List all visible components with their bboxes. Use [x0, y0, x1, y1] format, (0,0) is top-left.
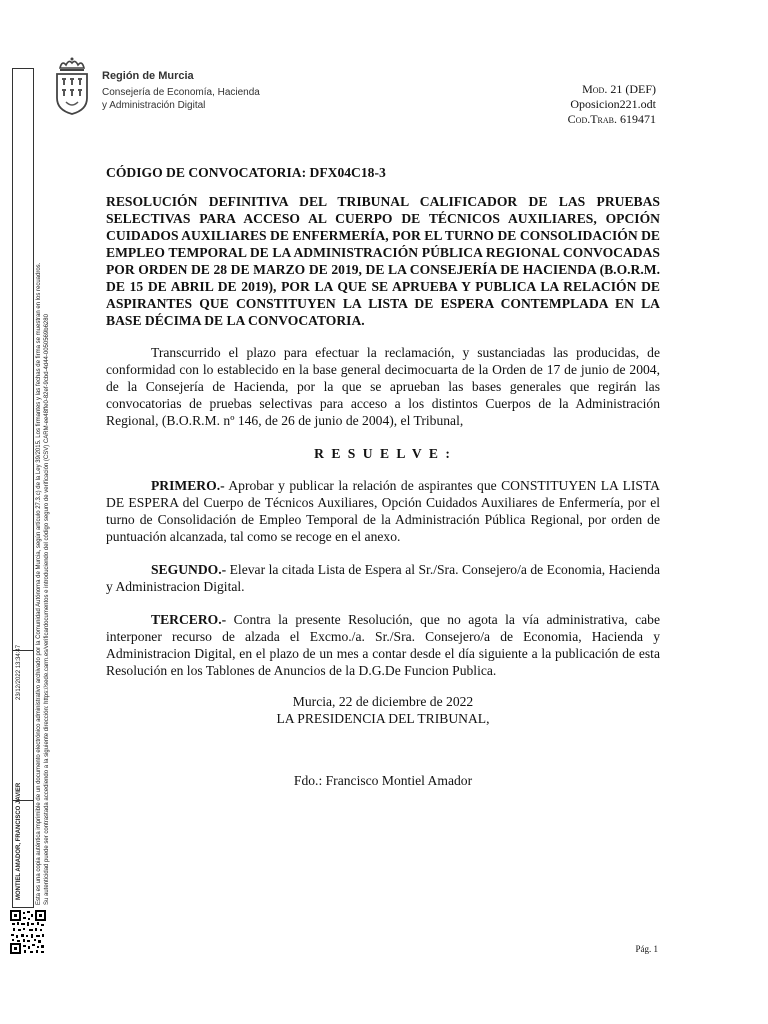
resuelve-heading: R E S U E L V E :: [314, 446, 452, 461]
codtrab-value: 619471: [620, 112, 656, 126]
signer-name-vertical: MONTIEL AMADOR, FRANCISCO JAVIER: [16, 782, 22, 900]
convocation-code: CÓDIGO DE CONVOCATORIA: DFX04C18-3: [106, 165, 386, 180]
segundo-text: Elevar la citada Lista de Espera al Sr./Sra. Consejero/a de Economia, Hacienda y Administracion Digital.: [106, 562, 660, 594]
segundo-paragraph: [106, 561, 660, 595]
tercero-paragraph: [106, 611, 660, 679]
intro-paragraph: Transcurrido el plazo para efectuar la reclamación, y sustanciadas las producidas, de conformidad con lo establecido en la base general decimocuarta de la Orden de 17 de junio de 2004, de la Consejería de Hacienda, por la que se aprueban las bases generales que regirán las convocatorias de pruebas selectivas para acceso a los distintos Cuerpos de la Administración Regional, (B.O.R.M. nº 146, de 26 de junio de 2004), el Tribunal,: [106, 345, 660, 428]
model-line: [568, 82, 656, 97]
primero-label: PRIMERO.-: [151, 478, 225, 493]
place-date: Murcia, 22 de diciembre de 2022: [292, 694, 474, 709]
primero-paragraph: [106, 477, 660, 545]
codtrab-line: [568, 112, 656, 127]
model-value: 21 (DEF): [610, 82, 656, 96]
verification-text-1: Esta es una copia auténtica imprimible de un documento electrónico administrativo archivado por la Comunidad Autónoma de Murcia, según artículo 27.3.c) de la Ley 39/2015. Los firmantes y las fechas de firma se muestran en los recuadros.: [36, 262, 42, 905]
page-number: Pág. 1: [635, 944, 658, 954]
org-name: Región de Murcia: [102, 70, 194, 82]
department-name: [102, 87, 260, 112]
segundo-label: SEGUNDO.-: [151, 562, 227, 577]
department-line: y Administración Digital: [102, 99, 206, 111]
verification-text-2: Su autenticidad puede ser contrastada accediendo a la siguiente dirección: https://sede.carm.es/verificardocumentos e introduciendo del código seguro de verificación (CSV) CARM-ee48ffe0-82ef-9cbd-4d44-0050569b6280: [44, 314, 50, 905]
resolution-title: RESOLUCIÓN DEFINITIVA DEL TRIBUNAL CALIFICADOR DE LAS PRUEBAS SELECTIVAS PARA ACCESO AL CUERPO DE TÉCNICOS AUXILIARES, OPCIÓN CUIDADOS AUXILIARES DE ENFERMERÍA, POR EL TURNO DE CONSOLIDACIÓN DE EMPLEO TEMPORAL DE LA ADMINISTRACIÓN PÚBLICA REGIONAL CONVOCADAS POR ORDEN DE 28 DE MARZO DE 2019, DE LA CONSEJERÍA DE HACIENDA (B.O.R.M. DE 15 DE ABRIL DE 2019), POR LA QUE SE APRUEBA Y PUBLICA LA RELACIÓN DE ASPIRANTES QUE CONSTITUYEN LA LISTA DE ESPERA CONTEMPLADA EN LA BASE DÉCIMA DE LA CONVOCATORIA.: [106, 194, 660, 328]
presidency-label: LA PRESIDENCIA DEL TRIBUNAL,: [276, 711, 490, 726]
document-model-info: [568, 82, 656, 127]
tercero-label: TERCERO.-: [151, 612, 227, 627]
region-de-murcia-coat-of-arms-icon: [52, 56, 92, 116]
model-label: Mod.: [582, 82, 608, 96]
department-line: Consejería de Economía, Hacienda: [102, 87, 260, 98]
primero-text: Aprobar y publicar la relación de aspirantes que CONSTITUYEN LA LISTA DE ESPERA del Cuerpo de Técnicos Auxiliares, Opción Cuidados Auxiliares de Enfermería, por el turno de Consolidación de Empleo Temporal de la Administración Pública Regional, por orden de puntuación alcanzada, tal como se recoge en el anexo.: [106, 478, 660, 544]
codtrab-label: Cod.Trab.: [567, 112, 617, 126]
document-body: [106, 164, 660, 789]
signer-name: Fdo.: Francisco Montiel Amador: [293, 773, 473, 788]
tercero-text: Contra la presente Resolución, que no agota la vía administrativa, cabe interponer recurso de alzada el Excmo./a. Sr./Sra. Consejero/a de Economia, Hacienda y Administracion Digital, en el plazo de un mes a contar desde el día siguiente a la publicación de esta Resolución en los Tablones de Anuncios de la D.G.De Funcion Publica.: [106, 612, 660, 678]
qr-code-icon: [10, 910, 46, 954]
signature-date-vertical: 23/12/2022 13:34:47: [16, 644, 22, 700]
file-name: Oposicion221.odt: [570, 97, 656, 111]
